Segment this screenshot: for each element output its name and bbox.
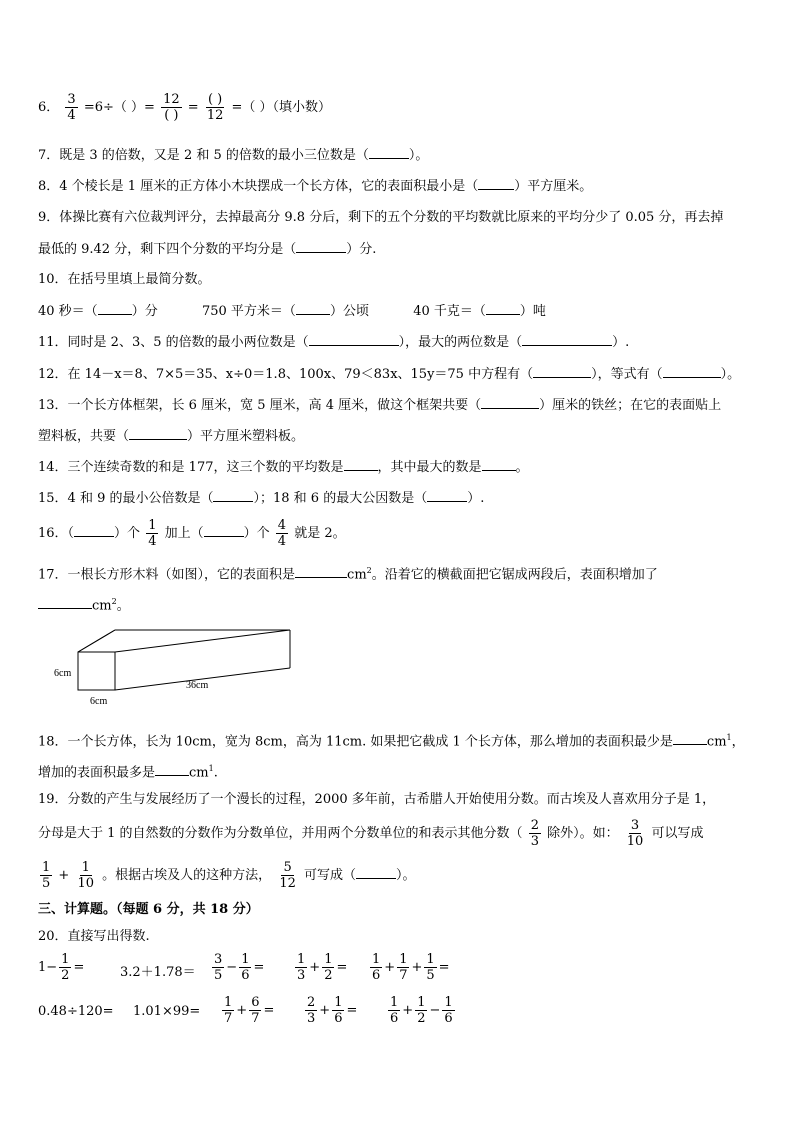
question-17-line2: $cm^2$。: [38, 593, 130, 615]
answer-blank[interactable]: [369, 146, 409, 159]
question-8: 8．4 个棱长是 1 厘米的正方体小木块摆成一个长方体，它的表面积最小是（ ）平方厘米。: [38, 179, 593, 194]
calc-1-4: $\frac{1}{3}$ + $\frac{1}{2}$ =: [297, 952, 348, 983]
fraction-blank-12: $\frac{( )}{12}$: [206, 92, 224, 123]
question-17-line1: 17．一根长方形木料（如图），它的表面积是 $cm^2$。沿着它的横截面把它锯成两段后，表面积增加了: [38, 566, 658, 583]
fraction-5-12: $\frac{5}{12}$: [279, 860, 296, 891]
label-height: 6cm: [54, 668, 72, 679]
calc-1-1: 1− $\frac{1}{2}$ =: [38, 952, 85, 983]
answer-blank[interactable]: [38, 596, 92, 609]
calc-1-3: $\frac{3}{5}$ − $\frac{1}{6}$ =: [214, 952, 265, 983]
question-19-line1: 19．分数的产生与发展经历了一个漫长的过程，2000 多年前，古希腊人开始使用分数。而古埃及人喜欢用分子是 1，: [38, 792, 716, 807]
prism-front-face: [78, 652, 115, 690]
calc-2-2: 1.01×99=: [133, 1004, 201, 1019]
question-10-items: 40 秒＝（ ）分 750 平方米＝（ ）公顷 40 千克＝（ ）吨: [38, 304, 546, 319]
question-7: 7．既是 3 的倍数，又是 2 和 5 的倍数的最小三位数是（ ）。: [38, 148, 429, 163]
answer-blank[interactable]: [296, 240, 346, 253]
question-19-line3: $\frac{1}{5}$ + $\frac{1}{10}$ 。根据古埃及人的这种方法， $\frac{5}{12}$ 可写成（ ）。: [42, 860, 416, 891]
label-width: 6cm: [90, 696, 108, 707]
question-9-line1: 9．体操比赛有六位裁判评分，去掉最高分 9.8 分后，剩下的五个分数的平均数就比原来的平均分少了 0.05 分，再去掉: [38, 210, 724, 225]
fraction-2-3: $\frac{2}{3}$: [530, 818, 539, 849]
question-19-line2: 分母是大于 1 的自然数的分数作为分数单位，并用两个分数单位的和表示其他分数（ $\frac{2}{3}$ 除外）。如： $\frac{3}{10}$ 可以写成: [38, 818, 704, 849]
fraction-1-4: $\frac{1}{4}$: [148, 518, 157, 549]
fraction-1-10: $\frac{1}{10}$: [77, 860, 95, 891]
answer-blank[interactable]: [295, 565, 347, 578]
fraction-1-5: $\frac{1}{5}$: [42, 860, 51, 891]
prism-figure: [50, 626, 300, 710]
question-13-line1: 13．一个长方体框架，长 6 厘米，宽 5 厘米，高 4 厘米，做这个框架共要（ ）厘米的铁丝；在它的表面贴上: [38, 398, 722, 413]
section-3-title: 三、计算题。（每题 6 分，共 18 分）: [38, 902, 259, 917]
question-9-line2: 最低的 9.42 分，剩下四个分数的平均分是（ ）分.: [38, 242, 377, 257]
question-18-line1: 18．一个长方体，长为 10cm，宽为 8cm，高为 11cm. 如果把它截成 1 个长方体，那么增加的表面积最少是 $cm^1$，: [38, 733, 745, 750]
question-15: 15．4 和 9 的最小公倍数是（ ）；18 和 6 的最大公因数是（ ）.: [38, 491, 485, 506]
question-20-title: 20．直接写出得数.: [38, 929, 150, 944]
question-14: 14．三个连续奇数的和是 177，这三个数的平均数是 ，其中最大的数是 。: [38, 460, 529, 475]
question-10-title: 10．在括号里填上最简分数。: [38, 272, 211, 287]
calc-2-1: 0.48÷120=: [38, 1004, 114, 1019]
question-18-line2: 增加的表面积最多是 $cm^1$.: [38, 764, 218, 781]
answer-blank[interactable]: [74, 524, 114, 537]
calc-2-3: $\frac{1}{7}$ + $\frac{6}{7}$ =: [224, 995, 275, 1026]
answer-blank[interactable]: [478, 177, 514, 190]
question-16: 16．（ ）个 $\frac{1}{4}$ 加上（ ）个 $\frac{4}{4}$ 就是 2。: [38, 518, 346, 549]
calc-2-5: $\frac{1}{6}$ + $\frac{1}{2}$ − $\frac{1}{6}$: [390, 995, 453, 1026]
answer-blank[interactable]: [309, 333, 399, 346]
answer-blank[interactable]: [663, 365, 721, 378]
answer-blank[interactable]: [204, 524, 244, 537]
answer-blank[interactable]: [427, 489, 467, 502]
prism-edge: [78, 630, 115, 652]
answer-blank[interactable]: [129, 427, 187, 440]
answer-blank[interactable]: [155, 763, 189, 776]
answer-blank[interactable]: [522, 333, 612, 346]
fraction-3-4: $\frac{3}{4}$: [67, 92, 76, 123]
answer-blank[interactable]: [481, 396, 539, 409]
question-12: 12．在 14－x＝8、7×5＝35、x÷0＝1.8、100x、79＜83x、15y＝75 中方程有（ ），等式有（ ）。: [38, 367, 741, 382]
calc-1-2: 3.2＋1.78＝: [120, 965, 196, 980]
answer-blank[interactable]: [673, 732, 707, 745]
answer-blank[interactable]: [213, 489, 253, 502]
fraction-4-4: $\frac{4}{4}$: [277, 518, 287, 549]
answer-blank[interactable]: [98, 302, 132, 315]
question-11: 11．同时是 2、3、5 的倍数的最小两位数是（ ），最大的两位数是（ ）.: [38, 335, 630, 350]
answer-blank[interactable]: [344, 458, 378, 471]
answer-blank[interactable]: [296, 302, 330, 315]
question-13-line2: 塑料板，共要（ ）平方厘米塑料板。: [38, 429, 305, 444]
calc-1-5: $\frac{1}{6}$ + $\frac{1}{7}$ + $\frac{1}{5}$ =: [372, 952, 450, 983]
answer-blank[interactable]: [356, 866, 396, 879]
calc-2-4: $\frac{2}{3}$ + $\frac{1}{6}$ =: [307, 995, 358, 1026]
question-6: 6． $\frac{3}{4}$ =6÷（ ）= $\frac{12}{( )}$ = $\frac{( )}{12}$ =（ ）（填小数）: [38, 92, 332, 123]
answer-blank[interactable]: [486, 302, 520, 315]
answer-blank[interactable]: [482, 458, 516, 471]
prism-edge: [115, 630, 290, 652]
fraction-3-10: $\frac{3}{10}$: [626, 818, 644, 849]
answer-blank[interactable]: [533, 365, 591, 378]
label-length: 36cm: [186, 680, 209, 691]
fraction-12-blank: $\frac{12}{( )}$: [163, 92, 180, 123]
